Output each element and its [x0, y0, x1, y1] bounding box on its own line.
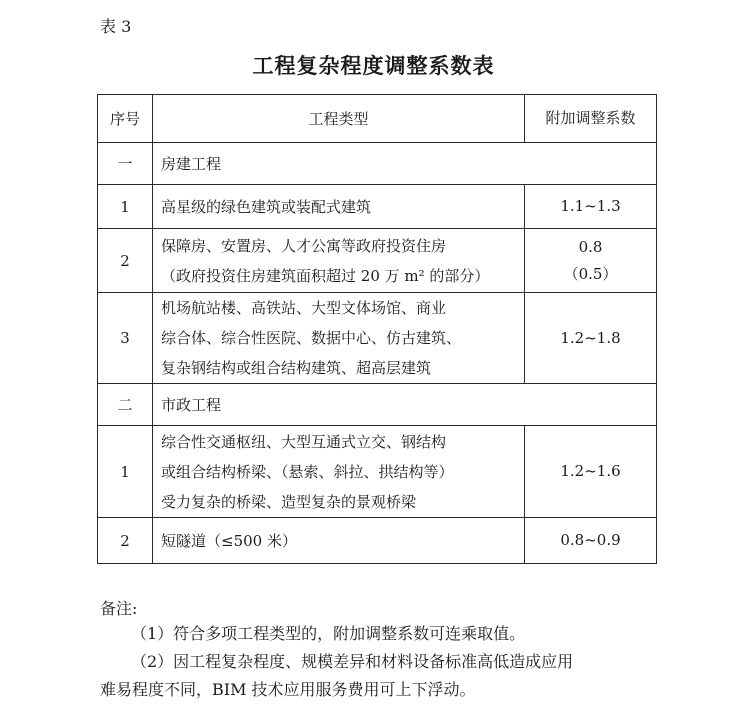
row-coef [525, 426, 657, 518]
row-type [153, 426, 525, 518]
group-seq: 二 [98, 384, 153, 426]
note-line: 难易程度不同，BIM 技术应用服务费用可上下浮动。 [100, 680, 476, 699]
coef-value: （0.5） [563, 264, 618, 283]
group-row [98, 143, 657, 185]
row-type [153, 518, 525, 564]
row-type [153, 229, 525, 293]
table-number: 表 3 [100, 17, 132, 36]
header-seq: 序号 [98, 95, 153, 143]
header-coef: 附加调整系数 [525, 95, 657, 143]
type-line: 机场航站楼、高铁站、大型文体场馆、商业 [161, 299, 447, 317]
row-seq: 1 [98, 185, 153, 229]
table-title: 工程复杂程度调整系数表 [252, 54, 495, 78]
table-row [98, 185, 657, 229]
group-row [98, 384, 657, 426]
header-type: 工程类型 [153, 95, 525, 143]
row-coef [525, 293, 657, 384]
type-line: （政府投资住房建筑面积超过 20 万 m² 的部分） [161, 266, 490, 285]
type-line: 复杂钢结构或组合结构建筑、超高层建筑 [161, 359, 432, 377]
coef-value: 1.1~1.3 [560, 197, 621, 215]
row-seq: 1 [98, 426, 153, 518]
table-row [98, 518, 657, 564]
coef-value: 1.2~1.8 [560, 328, 621, 347]
note-line: （2）因工程复杂程度、规模差异和材料设备标准高低造成应用 [131, 652, 574, 671]
row-coef [525, 518, 657, 564]
group-seq: 一 [98, 143, 153, 185]
group-label: 市政工程 [153, 384, 657, 426]
table-row [98, 229, 657, 293]
notes-heading: 备注: [100, 599, 138, 618]
coef-value: 0.8 [578, 237, 603, 256]
coefficient-table [97, 94, 657, 564]
type-line: 高星级的绿色建筑或装配式建筑 [161, 197, 372, 216]
table-row [98, 426, 657, 518]
type-line: 受力复杂的桥梁、造型复杂的景观桥梁 [161, 492, 417, 511]
row-seq: 2 [98, 518, 153, 564]
row-coef [525, 229, 657, 293]
row-type [153, 185, 525, 229]
row-type [153, 293, 525, 384]
group-label: 房建工程 [153, 143, 657, 185]
coef-value: 0.8~0.9 [560, 531, 621, 549]
coef-value: 1.2~1.6 [560, 462, 621, 480]
row-coef [525, 185, 657, 229]
type-line: 保障房、安置房、人才公寓等政府投资住房 [161, 236, 447, 255]
row-seq: 3 [98, 293, 153, 384]
type-line: 短隧道（≤500 米） [161, 531, 297, 550]
header-row [98, 95, 657, 143]
table-row [98, 293, 657, 384]
type-line: 或组合结构桥梁、（悬索、斜拉、拱结构等） [161, 462, 454, 481]
row-seq: 2 [98, 229, 153, 293]
type-line: 综合性交通枢纽、大型互通式立交、钢结构 [161, 432, 447, 451]
note-line: （1）符合多项工程类型的，附加调整系数可连乘取值。 [131, 624, 526, 643]
type-line: 综合体、综合性医院、数据中心、仿古建筑、 [161, 329, 462, 347]
